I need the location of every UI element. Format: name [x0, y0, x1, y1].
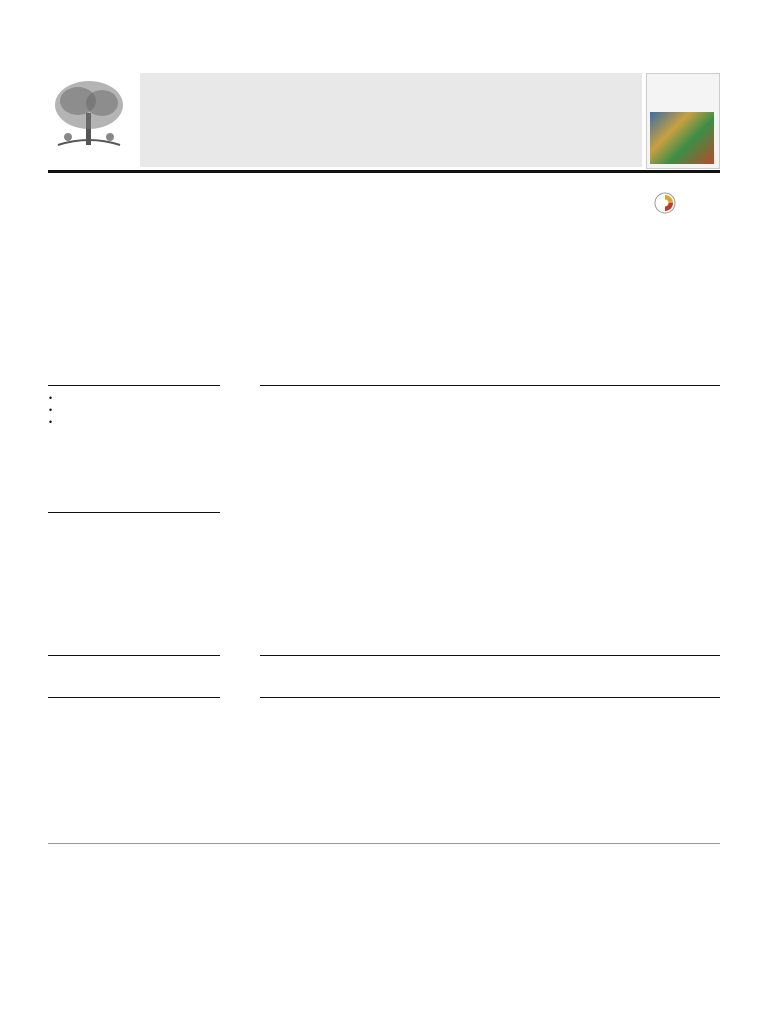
article-info-rule: [48, 697, 220, 698]
highlight-item: •: [48, 394, 54, 404]
highlight-item: •: [48, 406, 54, 416]
header-rule: [48, 170, 720, 173]
cover-image: [650, 112, 714, 164]
graphical-abstract-rule: [260, 385, 720, 386]
highlights-end-rule: [48, 512, 220, 513]
highlights-rule: [48, 385, 220, 386]
graphical-abstract-svg: [260, 396, 720, 640]
col-rule-left: [48, 655, 220, 656]
highlights-list: [48, 394, 220, 430]
footnote-rule: [48, 843, 720, 844]
col-rule-right: [260, 655, 720, 656]
header-banner: [140, 73, 642, 167]
highlight-item: •: [48, 418, 54, 428]
footnote-corresponding: [52, 853, 57, 865]
check-updates-icon: [654, 192, 676, 216]
abstract-rule: [260, 697, 720, 698]
check-updates-badge[interactable]: [648, 192, 682, 232]
cover-title: [647, 74, 719, 84]
elsevier-logo[interactable]: [48, 75, 130, 167]
journal-cover[interactable]: [646, 73, 720, 169]
elsevier-tree-icon: [48, 75, 130, 151]
footnote-cofirst: [52, 879, 57, 895]
graphical-abstract-figure[interactable]: [260, 396, 720, 640]
journal-header: [48, 73, 720, 169]
